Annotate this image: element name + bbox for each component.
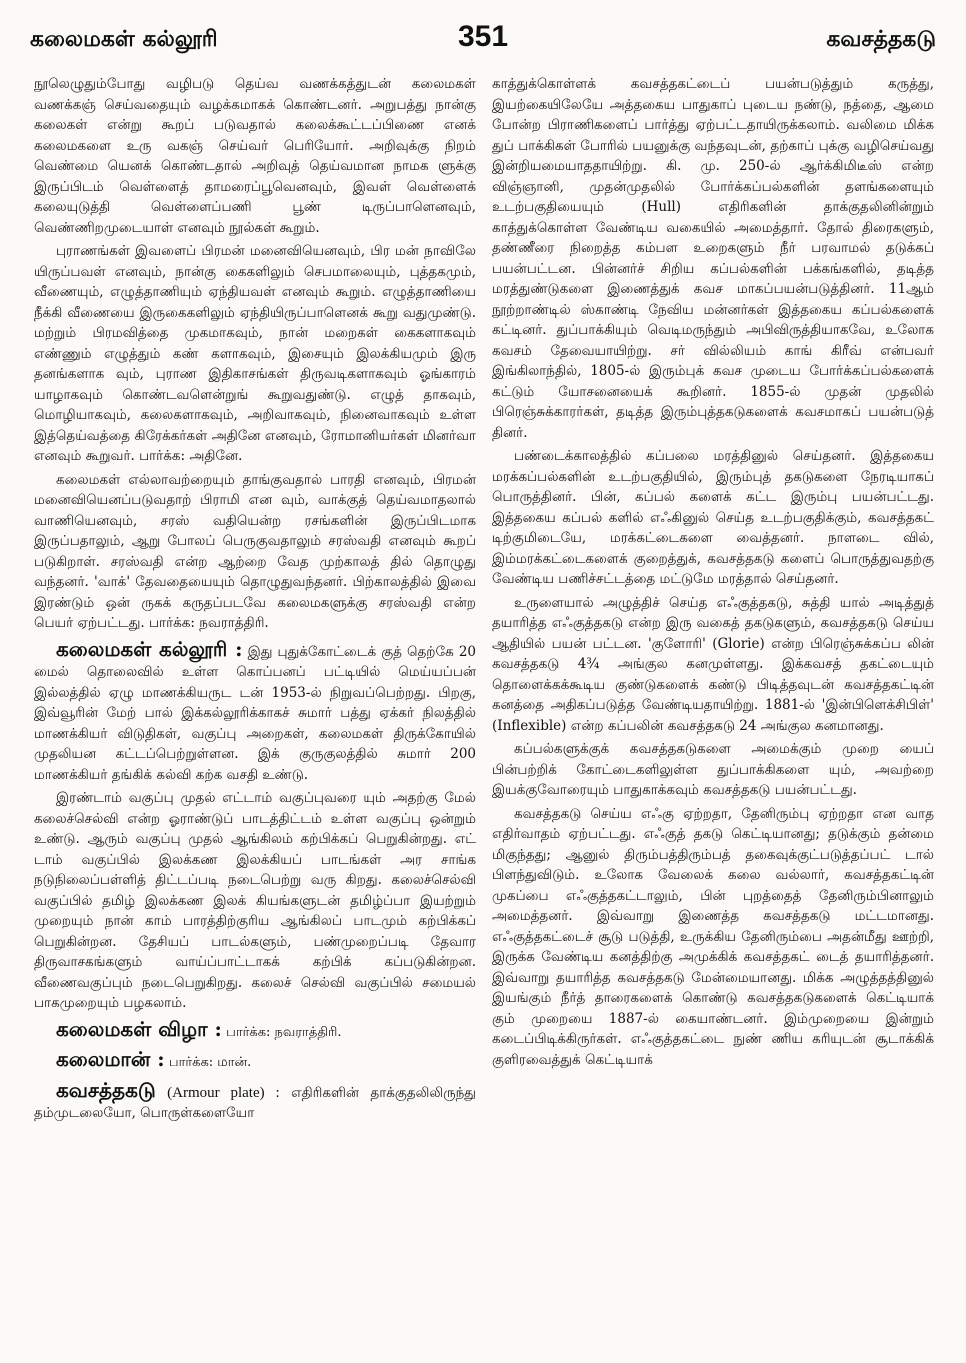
paragraph: காத்துக்கொள்ளக் கவசத்தகட்டைப் பயன்படுத்தும் கருத்து, இயற்கையிலேயே அத்தகைய பாதுகாப் புடைய நண்டு, நத்தை, ஆமை போன்ற பிராணிகளைப் பார்த்து ஏற்பட்டதாயிருக்கலாம். வலிமை மிக்க துப் பாக்கிகள் போரில் பயனுக்கு வந்தவுடன், தற்காப் புக்கு வழிசெய்வது இன்றியமையாததாயிற்று. கி. மு. 250-ல் ஆர்க்கிமிடீஸ் என்ற விஞ்ஞானி, முதன்முதலில் போர்க்கப்பல்களின் தளங்களையும் உடற்பகுதியையும் (Hull) எதிரிகளின் தாக்குதலினின்றும் காத்துக்கொள்ள வேண்டிய வகையில் அமைத்தார். தோல் திரைகளும், தண்ணீரை நிறைத்த கம்பள உறைகளும் நீர் பரவாமல் தடுக்கப் பயன்பட்டன. பின்னர்ச் சிறிய கப்பல்களின் பக்கங்களில், தடித்த மரத்துண்டுகளை இணைத்துக் கவச மாகப்பயன்படுத்தினர். 11ஆம் நூற்றாண்டில் ஸ்காண்டி நேவிய மன்னர்கள் இத்தகைய கப்பல்களைக் கட்டினர். துப்பாக்கியும் வெடிமருந்தும் அபிவிருத்தியாகவே, உலோக கவசம் தேவையாயிற்று. சர் வில்லியம் காங் கிரீவ் என்பவர் இங்கிலாந்தில், 1805-ல் இரும்புக் கவச முடைய போர்க்கப்பல்களைக் கட்டும் யோசனையைக் கூறினர். 1855-ல் முதன் முதலில் பிரெஞ்சுக்காரர்கள், தடித்த இரும்புத்தகடுகளைக் கவசமாகப் பயன்படுத் தினர். bbox=[492, 76, 934, 441]
paragraph: கப்பல்களுக்குக் கவசத்தகடுகளை அமைக்கும் முறை யைப் பின்பற்றிக் கோட்டைகளிலுள்ள துப்பாக்கிகளை யும், அவற்றை இயக்குவோரையும் பாதுகாக்கவும் கவசத்தகடு பயன்பட்டது. bbox=[492, 741, 934, 798]
paragraph: உருளையால் அழுத்திச் செய்த எஃகுத்தகடு, சுத்தி யால் அடித்துத் தயாரித்த எஃகுத்தகடு என்ற இரு வகைத் தகடுகளும், கவசத்தகடு செய்ய ஆதியில் பயன் பட்டன. 'குளோரி' (Glorie) என்ற பிரெஞ்சுக்கப்ப லின் கவசத்தகடு 4¾ அங்குல கனமுள்ளது. இக்கவசத் தகட்டையும் தொளைக்கக்கூடிய குண்டுகளைக் கண்டு பிடித்தவுடன் கவசத்தகட்டின் கனத்தை அதிகப்படுத்த வேண்டியதாயிற்று. 1881-ல் 'இன்பிளெக்சிபிள்' (Inflexible) என்ற கப்பலின் கவசத்தகடு 24 அங்குல கனமானது. bbox=[492, 594, 934, 734]
paragraph: இரண்டாம் வகுப்பு முதல் எட்டாம் வகுப்புவரை யும் அதற்கு மேல் கலைச்செல்வி என்ற ஓராண்டுப் பாடத்திட்டம் உள்ள வகுப்பு ஒன்றும் உண்டு. ஆரும் வகுப்பு முதல் ஆங்கிலம் கற்பிக்கப் பெறுகின்றது. எட் டாம் வகுப்பில் இலக்கண இலக்கியப் பாடங்கள் அர சாங்க நடுநிலைப்பள்ளித் திட்டப்படி நடைபெற்று வரு கிறது. கலைச்செல்வி வகுப்பில் தமிழ் இலக்கண இலக் கியங்களுடன் தமிழ்ப்பா இயற்றும் முறையும் நான் காம் பாரத்திற்குரிய ஆங்கிலப் பாடமும் கற்பிக்கப் பெறுகின்றன. தேசியப் பாடல்களும், பண்முறைப்படி தேவார திருவாசகங்களும் வாய்ப்பாட்டாகக் கற்பிக் கப்படுகின்றன. வீணைவகுப்பும் நடைபெறுகிறது. கலைச் செல்வி வகுப்பில் சமையல் பாகமுறையும் பழகலாம். bbox=[34, 790, 476, 1011]
entry-kalaimagal-vizha bbox=[34, 1017, 476, 1044]
paragraph: நூலெழுதும்போது வழிபடு தெய்வ வணக்கத்துடன் கலைமகள் வணக்கஞ் செய்வதையும் வழக்கமாகக் கொண்டனர். அறுபத்து நான்கு கலைகள் என்று கூறப் படுவதால் கலைக்கூட்டப்பிணை எனக் கலைமகளை உரு வகஞ் செய்வர் பெரியோர். அறிவுக்கு நிறம் வெண்மை யெனக் கொண்டதால் அறிவுத் தெய்வமான நாமக ளுக்கு இருப்பிடம் வெள்ளைத் தாமரைப்பூவெனவும், இவள் வெள்ளைக் கலையுடுத்தி வெள்ளைப்பணி பூண் டிருப்பாளெனவும், வெண்ணிறமுடையாள் எனவும் நூல்கள் கூறும். bbox=[34, 76, 476, 236]
paragraph: புராணங்கள் இவளைப் பிரமன் மனைவியெனவும், பிர மன் நாவிலே யிருப்பவள் எனவும், நான்கு கைகளிலும் செபமாலையும், புத்தகமும், வீணையும், எழுத்தாணியும் ஏந்தியவள் எனவும் கூறும். எழுத்தாணியை நீக்கி வீணையை இருகைகளிலும் ஏந்தியிருப்பாளெனக் கூறு வதுமுண்டு. மற்றும் பிரமவித்தை முகமாகவும், நான் மறைகள் கைகளாகவும் எண்ணும் எழுத்தும் கண் களாகவும், இசையும் இலக்கியமும் இரு தனங்களாக வும், புராண இதிகாசங்கள் திருவடிகளாகவும் ஓங்காரம் யாழாகவும் கொண்டவளென்றுங் கூறுவதுண்டு. எழுத் தாகவும், மொழியாகவும், கலைகளாகவும், அறிவாகவும், நினைவாகவும் உள்ள இத்தெய்வத்தை கிரேக்கர்கள் அதினே எனவும், ரோமானியர்கள் மினர்வா எனவும் கூறுவர். பார்க்க: அதினே. bbox=[34, 243, 476, 464]
entry-title: கவசத்தகடு bbox=[56, 1077, 156, 1102]
entry-text: பார்க்க: மான். bbox=[168, 1055, 252, 1070]
entry-title: கலைமான் : bbox=[56, 1047, 165, 1071]
entry-kalaiman bbox=[34, 1047, 476, 1074]
entry-title: கலைமகள் கல்லூரி : bbox=[56, 636, 243, 661]
paragraph: கவசத்தகடு செய்ய எஃகு ஏற்றதா, தேனிரும்பு ஏற்றதா என வாத எதிர்வாதம் ஏற்பட்டது. எஃகுத் தகடு கெட்டியானது; தடுக்கும் தன்மை மிகுந்தது; ஆனுல் திரும்பத்திரும்பத் தகைவுக்குட்படுத்தப்பட் டால் பிளந்துவிடும். உலோக வேலைக் கலை வல்லார், கவசத்தகட்டின் முகப்பை எஃகுத்தகட்டாலும், பின் புறத்தைத் தேனிரும்பினாலும் அமைத்தனர். இவ்வாறு இணைத்த கவசத்தகடு மட்டமானது. எஃகுத்தகட்டைச் சூடு படுத்தி, உருக்கிய தேனிரும்பை அதன்மீது ஊற்றி, இருக்க வேண்டிய கனத்திற்கு அமுக்கிக் கவசத்தகட் டைத் தயாரித்தனர். இவ்வாறு தயாரித்த கவசத்தகடு மேன்மையானது. மிக்க அழுத்தத்தினுல் இயங்கும் நீர்த் தாரைகளைக் கொண்டு கவசத்தகடுகளைக் கெட்டியாக் கும் முறையை 1887-ல் கையாண்டனர். இம்முறையை இன்றும் கடைப்பிடிக்கிருர்கள். எஃகுத்தகட்டை நுண் ணிய கரியுடன் சூடாக்கிக் குளிரவைத்துக் கெட்டியாக் bbox=[492, 805, 934, 1068]
entry-title: கலைமகள் விழா : bbox=[56, 1016, 222, 1041]
entry-text: இது புதுக்கோட்டைக் குத் தெற்கே 20 மைல் தொலைவில் உள்ள கொப்பனப் பட்டியில் மெய்யப்பன் இல்லத்தில் ஏழு மாணக்கியருட டன் 1953-ல் நிறுவப்பெற்றது. பிறகு, இவ்வூரின் மேற் பால் இக்கல்லூரிக்காகச் சுமார் பத்து ஏக்கர் நிலத்தில் மாணக்கியர் விடுதிகள், வகுப்பு அறைகள், கலைமகள் திருக்கோயில் முதலியன கட்டப்பெற்றுள்ளன. இக் குருகுலத்தில் சுமார் 200 மாணக்கியர் தங்கிக் கல்வி கற்க வசதி உண்டு. bbox=[34, 643, 476, 783]
running-head-left: கலைமகள் கல்லூரி bbox=[30, 26, 218, 52]
page-number: 351 bbox=[457, 20, 509, 53]
entry-text: பார்க்க: நவராத்திரி. bbox=[226, 1024, 342, 1040]
right-column bbox=[492, 74, 934, 1354]
page-header bbox=[30, 20, 936, 60]
paragraph: கலைமகள் எல்லாவற்றையும் தாங்குவதால் பாரதி எனவும், பிரமன் மனைவியெனப்படுவதாற் பிராமி என வும், வாக்குத் தெய்வமாதலால் வாணியெனவும், சரஸ் வதியென்ற ரசங்களின் இருப்பிடமாக இருப்பதாலும், ஆறு போலப் பெருகுவதாலும் சரஸ்வதி எனவும் கூறப் படுகிறாள். சரஸ்வதி என்ற ஆற்றை வேத முற்காலத் தில் தொழுது வந்தனர். 'வாக்' தேவதையையும் தொழுதுவந்தனர். பிற்காலத்தில் இவை இரண்டும் ஒன் ருகக் கருதப்படவே கலைமகளுக்கு சரஸ்வதி என்ற பெயர் ஏற்பட்டது. பார்க்க: நவராத்திரி. bbox=[34, 471, 476, 631]
running-head-right: கவசத்தகடு bbox=[826, 26, 936, 52]
paragraph: பண்டைக்காலத்தில் கப்பலை மரத்தினுல் செய்தனர். இத்தகைய மரக்கப்பல்களின் உடற்பகுதியில், இரும்புத் தகடுகளை நேரடியாகப் பொருத்தினர். பின், கப்பல் களைக் கட்ட இரும்பு பயன்பட்டது. இத்தகைய கப்பல் களில் எஃகினுல் செய்த உடற்பகுதிக்கும், கவசத்தகட் டிற்குமிடையே, மரக்கட்டைகளை வைத்தனர். நாளடை வில், இம்மரக்கட்டைகளைக் குறைத்துக், கவசத்தகடு களைப் பொருத்துவதற்கு வேண்டிய பணிச்சட்டத்தை மட்டுமே மரத்தால் செய்தனர். bbox=[492, 448, 934, 587]
left-column bbox=[34, 74, 476, 1354]
entry-english-term: (Armour plate) : bbox=[167, 1084, 280, 1101]
entry-text: எதிரிகளின் தாக்குதலிலிருந்து தம்முடலையோ, பொருள்களையோ bbox=[34, 1084, 476, 1121]
entry-kalaimagal-kalluri bbox=[34, 637, 476, 786]
entry-kavasathagadu bbox=[34, 1078, 476, 1124]
